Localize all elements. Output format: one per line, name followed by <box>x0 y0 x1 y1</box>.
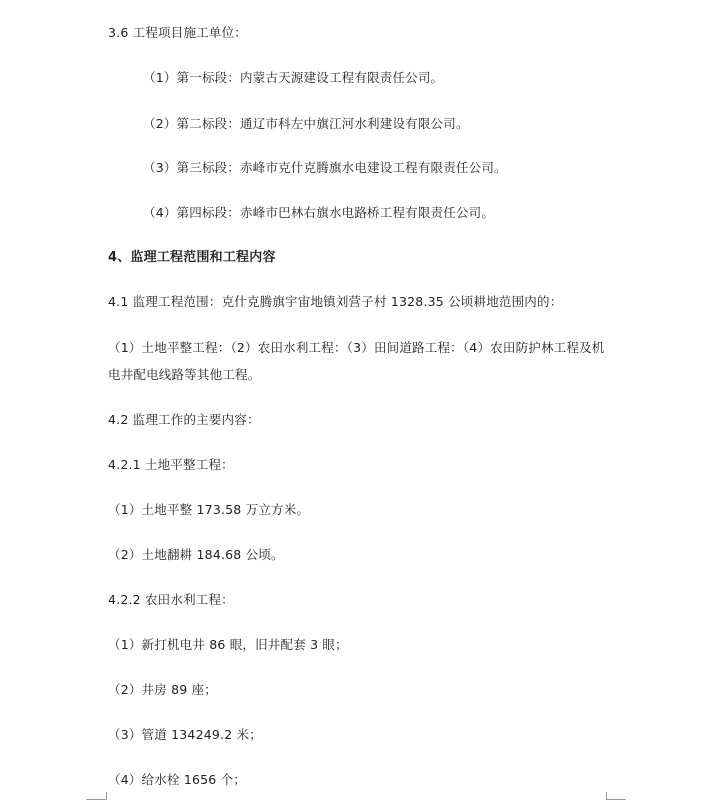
crop-mark-right-vertical <box>606 792 607 800</box>
crop-mark-left-horizontal <box>86 799 106 800</box>
section-3-6-title: 3.6 工程项目施工单位： <box>108 25 247 40</box>
scope-paragraph: 4.1 监理工程范围：克什克腾旗宇宙地镇刘营子村 1328.35 公顷耕地范围内的： <box>108 294 563 309</box>
land-tillage-item: （2）土地翻耕 184.68 公顷。 <box>108 547 284 562</box>
crop-mark-right-horizontal <box>606 799 626 800</box>
bid-section-4: （4）第四标段：赤峰市巴林右旗水电路桥工程有限责任公司。 <box>143 205 495 220</box>
land-leveling-item: （1）土地平整 173.58 万立方米。 <box>108 502 310 517</box>
scope-items-line-2: 电井配电线路等其他工程。 <box>108 367 261 382</box>
crop-mark-left-vertical <box>106 792 107 800</box>
section-4-2-title: 4.2 监理工作的主要内容： <box>108 412 260 427</box>
scope-items-line-1: （1）土地平整工程：（2）农田水利工程：（3）田间道路工程：（4）农田防护林工程及机 <box>108 340 605 355</box>
bid-section-3: （3）第三标段：赤峰市克什克腾旗水电建设工程有限责任公司。 <box>143 160 507 175</box>
bid-section-1: （1）第一标段：内蒙古天源建设工程有限责任公司。 <box>143 70 444 85</box>
section-4-heading: 4、监理工程范围和工程内容 <box>108 250 276 265</box>
bid-section-2: （2）第二标段：通辽市科左中旗江河水利建设有限公司。 <box>143 116 469 131</box>
section-4-2-1-title: 4.2.1 土地平整工程： <box>108 457 234 472</box>
pipeline-item: （3）管道 134249.2 米； <box>108 727 262 742</box>
section-4-2-2-title: 4.2.2 农田水利工程： <box>108 592 234 607</box>
well-houses-item: （2）井房 89 座； <box>108 682 218 697</box>
wells-item: （1）新打机电井 86 眼，旧井配套 3 眼； <box>108 637 348 652</box>
hydrants-item: （4）给水栓 1656 个； <box>108 772 247 787</box>
